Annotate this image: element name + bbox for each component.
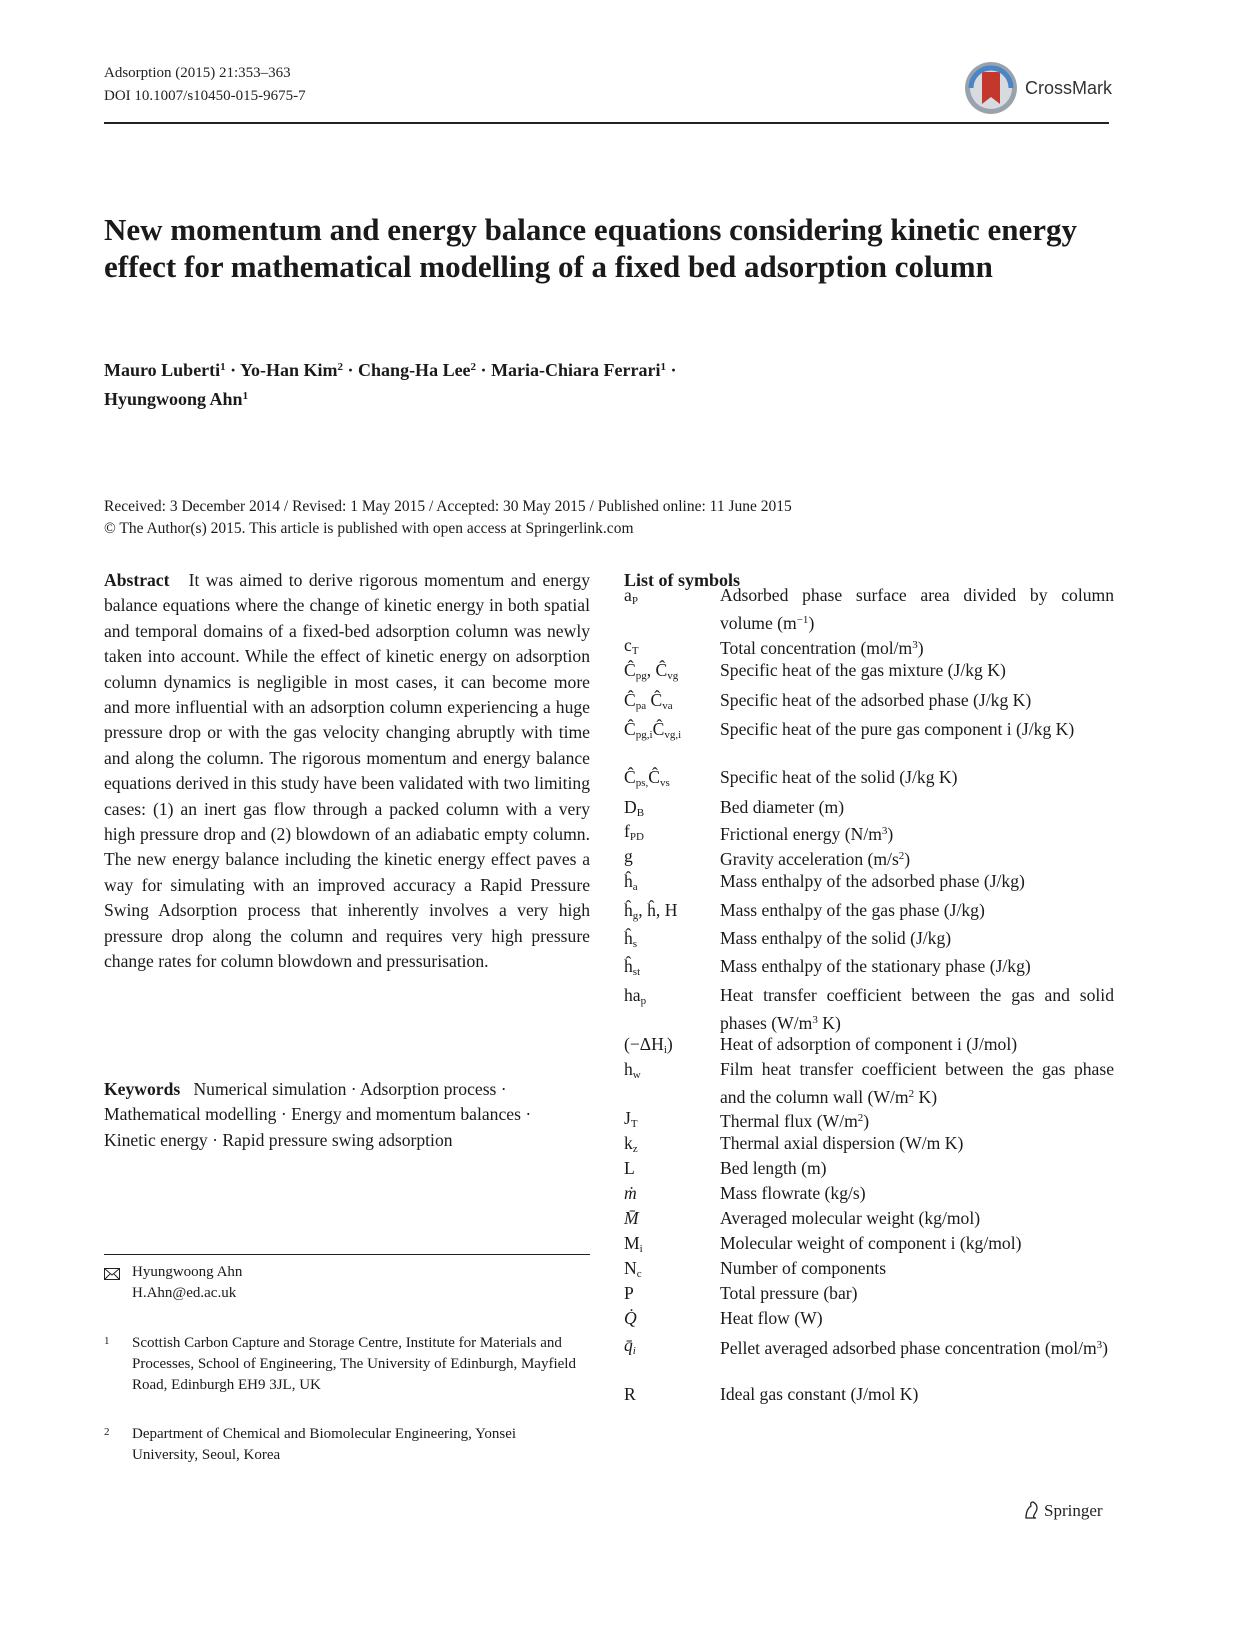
author-affiliation-mark: 1: [220, 361, 226, 373]
affiliation-text: Department of Chemical and Biomolecular Engineering, Yonsei University, Seoul, Korea: [132, 1426, 517, 1463]
contact-email[interactable]: H.Ahn@ed.ac.uk: [132, 1285, 237, 1301]
symbol-term: $h_w$: [624, 1059, 641, 1081]
symbol-definition: Bed length (m): [720, 1158, 827, 1178]
abstract-label: Abstract: [104, 570, 170, 590]
symbol-definition: Bed diameter (m): [720, 797, 845, 817]
symbol-term: $c_T$: [624, 635, 639, 657]
affiliation-number: 1: [104, 1335, 110, 1347]
symbol-definition: Pellet averaged adsorbed phase concentration $(mol/m^3)$: [720, 1338, 1109, 1358]
symbol-definition: Specific heat of the adsorbed phase (J/kg K): [720, 690, 1032, 710]
keywords-text: Numerical simulation · Adsorption process · Mathematical modelling · Energy and momentum balances · Kinetic energy · Rapid pressure swing adsorption: [104, 1079, 532, 1150]
symbol-definition: Total concentration $(mol/m^3)$: [720, 638, 924, 658]
keywords-label: Keywords: [104, 1079, 181, 1099]
symbol-definition: Mass enthalpy of the gas phase (J/kg): [720, 900, 985, 920]
symbol-term: $(-\Delta H_i)$: [624, 1034, 673, 1056]
author-affiliation-mark: 1: [660, 361, 666, 373]
symbol-term: $Ĉ_{pg,i}Ĉ_{vg,i}$: [624, 719, 682, 741]
symbol-term: $Ĉ_{ps,}Ĉ_{vs}$: [624, 767, 670, 789]
author-name: Yo-Han Kim: [240, 360, 338, 380]
journal-citation: Adsorption (2015) 21:353–363: [104, 65, 291, 81]
symbol-term: R: [624, 1384, 636, 1404]
symbol-definition: Mass flowrate (kg/s): [720, 1183, 866, 1203]
keywords: [104, 1077, 564, 1153]
author-name: Mauro Luberti: [104, 360, 221, 380]
author-name: Maria-Chiara Ferrari: [491, 360, 661, 380]
author-list: Mauro Luberti$^1$ · Yo-Han Kim$^2$ · Chang-Ha Lee$^2$ · Maria-Chiara Ferrari$^1$ · Hyungwoong Ahn$^1$: [104, 360, 677, 409]
symbol-definition: Adsorbed phase surface area divided by column volume $(m^{-1})$: [720, 585, 1114, 633]
symbol-definition: Heat of adsorption of component i (J/mol): [720, 1034, 1018, 1054]
symbol-term: P: [624, 1283, 634, 1303]
author-affiliation-mark: 1: [242, 390, 249, 402]
symbol-term: $ĥ_g$, ĥ, H: [624, 900, 678, 922]
crossmark-icon: [963, 60, 1019, 116]
symbol-term: ṁ: [624, 1183, 637, 1203]
symbol-term: $k_z$: [624, 1133, 638, 1155]
symbol-term: $N_c$: [624, 1258, 642, 1280]
copyright-line: © The Author(s) 2015. This article is published with open access at Springerlink.com: [104, 520, 634, 537]
symbol-term: $M_i$: [624, 1233, 643, 1255]
symbol-term: $J_T$: [624, 1108, 638, 1130]
symbol-term: $f_{PD}$: [624, 821, 644, 843]
symbol-definition: Heat transfer coefficient between the gas and solid phases ($W/m^3$ K): [720, 985, 1114, 1033]
publisher-name: Springer: [1044, 1501, 1103, 1520]
symbol-term: $ĥ_a$: [624, 871, 638, 893]
symbol-definition: Specific heat of the solid (J/kg K): [720, 767, 958, 787]
symbol-term: Q̇: [624, 1308, 637, 1328]
symbols-heading: List of symbols: [624, 570, 741, 590]
symbol-definition: Specific heat of the pure gas component i (J/kg K): [720, 719, 1075, 739]
symbol-definition: Film heat transfer coefficient between the gas phase and the column wall ($W/m^2$ K): [720, 1059, 1114, 1107]
symbol-definition: Total pressure (bar): [720, 1283, 858, 1303]
symbol-definition: Heat flow (W): [720, 1308, 823, 1328]
symbol-term: M̄: [624, 1208, 639, 1228]
symbol-term: L: [624, 1158, 635, 1178]
crossmark-badge[interactable]: [963, 58, 1113, 118]
author-name: Hyungwoong Ahn: [104, 389, 243, 409]
symbol-definition: Mass enthalpy of the adsorbed phase (J/kg): [720, 871, 1025, 891]
symbol-definition: Molecular weight of component i (kg/mol): [720, 1233, 1022, 1253]
symbol-term: $ĥ_s$: [624, 928, 638, 950]
symbol-term: $D_B$: [624, 797, 645, 819]
symbol-definition: Mass enthalpy of the stationary phase (J/kg): [720, 956, 1031, 976]
envelope-icon: [104, 1266, 120, 1287]
symbol-definition: Averaged molecular weight (kg/mol): [720, 1208, 981, 1228]
symbol-definition: Thermal axial dispersion (W/m K): [720, 1133, 964, 1153]
doi[interactable]: DOI 10.1007/s10450-015-9675-7: [104, 88, 306, 104]
symbol-definition: Number of components: [720, 1258, 887, 1278]
symbol-definition: Thermal flux $(W/m^2)$: [720, 1111, 870, 1131]
symbol-definition: Mass enthalpy of the solid (J/kg): [720, 928, 952, 948]
abstract-text: It was aimed to derive rigorous momentum and energy balance equations where the change of kinetic energy in both spatial and temporal domains of a fixed-bed adsorption column was newly taken into account. While the effect of kinetic energy on adsorption column dynamics is negligible in most cases, it can become more and more influential with an adsorption column experiencing a huge pressure drop or with the gas velocity changing abruptly with time and along the column. The rigorous momentum and energy balance equations derived in this study have been validated with two limiting cases: (1) an inert gas flow through a packed column with a very high pressure drop and (2) blowdown of an adiabatic empty column. The new energy balance including the kinetic energy effect paves a way for simulating with an improved accuracy a Rapid Pressure Swing Adsorption process that inherently involves a very high pressure drop along the column and requires very high pressure change rates for column blowdown and pressurisation.: [104, 570, 590, 972]
header-divider: [104, 122, 1109, 124]
publisher-logo: [1022, 1500, 1103, 1521]
symbol-definition: Ideal gas constant (J/mol K): [720, 1384, 919, 1404]
abstract: [104, 568, 590, 975]
author-affiliation-mark: 2: [337, 361, 344, 373]
footnote-divider: [104, 1254, 590, 1255]
symbol-definition: Gravity acceleration $(m/s^2)$: [720, 849, 911, 869]
symbol-definition: Frictional energy $(N/m^3)$: [720, 824, 894, 844]
affiliation-number: 2: [104, 1426, 110, 1438]
contact-name: Hyungwoong Ahn: [132, 1264, 243, 1280]
symbol-definition: Specific heat of the gas mixture (J/kg K): [720, 660, 1006, 680]
symbol-term: $ĥ_{st}$: [624, 956, 641, 978]
crossmark-label: CrossMark: [1025, 78, 1113, 98]
symbol-term: g: [624, 846, 633, 866]
springer-horse-icon: [1022, 1500, 1042, 1520]
affiliation-text: Scottish Carbon Capture and Storage Centre, Institute for Materials and Processes, School of Engineering, The University of Edinburgh, Mayfield Road, Edinburgh EH9 3JL, UK: [132, 1335, 576, 1393]
author-name: Chang-Ha Lee: [358, 360, 471, 380]
symbol-term: $ha_p$: [624, 985, 647, 1007]
symbol-term: $q̄_i$: [624, 1335, 636, 1357]
symbol-term: $a_P$: [624, 585, 638, 607]
author-affiliation-mark: 2: [470, 361, 477, 373]
publication-dates: Received: 3 December 2014 / Revised: 1 May 2015 / Accepted: 30 May 2015 / Published online: 11 June 2015: [104, 498, 792, 515]
symbol-term: $Ĉ_{pg}$, $Ĉ_{vg}$: [624, 660, 679, 682]
symbol-term: $Ĉ_{pa}$ $Ĉ_{va}$: [624, 690, 673, 712]
paper-title: New momentum and energy balance equations considering kinetic energy effect for mathematical modelling of a fixed bed adsorption column: [104, 212, 1078, 284]
